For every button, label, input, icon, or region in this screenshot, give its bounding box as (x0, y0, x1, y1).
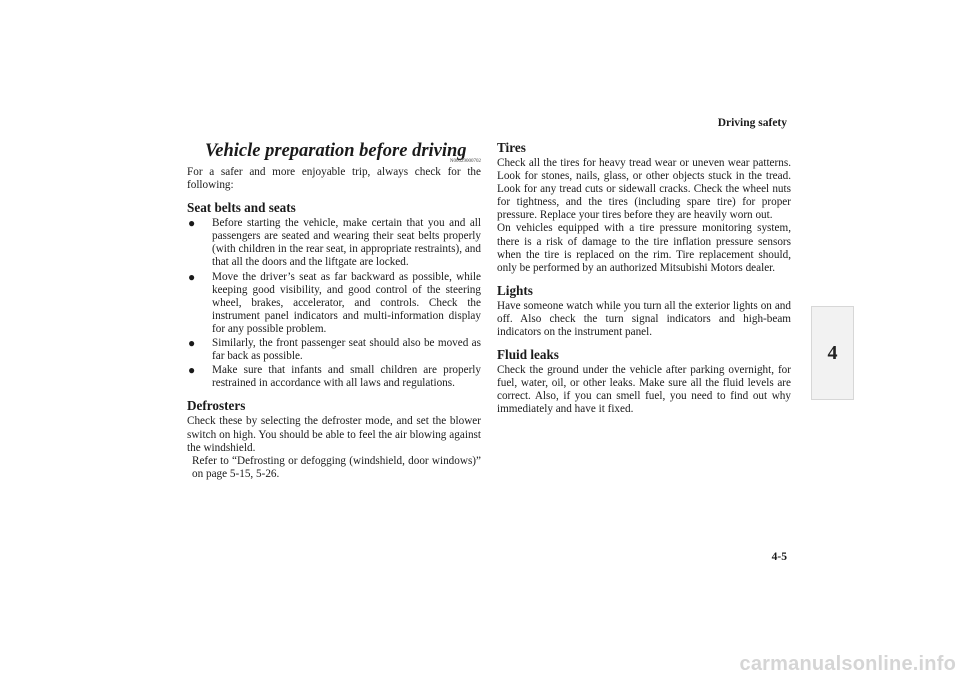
tires-paragraph: Check all the tires for heavy tread wear or uneven wear patterns. Look for stones, nails, glass, or other objects stuck in the tread. Look for any tread cuts or sidewall cracks. Check the wheel nuts for tightness, and the tires (including spare tire) for proper pressure. Replace your tires before they are heavily worn out. (497, 157, 791, 222)
list-item (187, 337, 481, 363)
left-column (187, 140, 481, 481)
bullet-icon: ● (188, 336, 196, 351)
fluid-leaks-heading: Fluid leaks (497, 347, 559, 363)
defrosters-reference: Refer to “Defrosting or defogging (windshield, door windows)” on page 5-15, 5-26. (192, 454, 481, 480)
list-item (187, 364, 481, 390)
defrosters-paragraph: Check these by selecting the defroster mode, and set the blower switch on high. You should be able to feel the air blowing against the windshield. (187, 415, 481, 454)
list-item-text: Before starting the vehicle, make certain that you and all passengers are seated and wearing their seat belts properly (with children in the rear seat, in appropriate restraints), and that all the doors and the liftgate are locked. (212, 217, 481, 269)
document-code: N00629000702 (449, 159, 481, 164)
list-item-text: Make sure that infants and small children are properly restrained in accordance with all laws and regulations. (212, 364, 481, 390)
tires-paragraph-2: On vehicles equipped with a tire pressure monitoring system, there is a risk of damage to the tire inflation pressure sensors when the tire is replaced on the rim. Tire replacement should, only be performed by an authorized Mitsubishi Motors dealer. (497, 222, 791, 274)
page-number: 4-5 (771, 551, 787, 563)
defrosters-heading: Defrosters (187, 398, 246, 414)
watermark-text: carmanualsonline.info (739, 653, 956, 675)
right-column (497, 140, 791, 417)
chapter-tab: 4 (811, 306, 854, 400)
bullet-icon: ● (188, 269, 196, 284)
page-title: Vehicle preparation before driving (205, 141, 467, 161)
bullet-icon: ● (188, 363, 196, 378)
list-item-text: Move the driver’s seat as far backward as possible, while keeping good visibility, and good control of the steering wheel, brakes, accelerator, and controls. Check the instrument panel indicators and multi-information display for any possible problem. (212, 270, 481, 335)
seat-belts-heading: Seat belts and seats (187, 200, 296, 216)
lights-paragraph: Have someone watch while you turn all the exterior lights on and off. Also check the turn signal indicators and high-beam indicators on the instrument panel. (497, 299, 791, 339)
intro-paragraph: For a safer and more enjoyable trip, always check for the following: (187, 166, 481, 192)
bullet-icon: ● (188, 216, 196, 231)
seat-belts-list (187, 217, 481, 390)
section-header: Driving safety (717, 117, 787, 129)
list-item-text: Similarly, the front passenger seat should also be moved as far back as possible. (212, 337, 481, 363)
list-item (187, 217, 481, 269)
list-item (187, 271, 481, 336)
lights-heading: Lights (497, 282, 533, 298)
fluid-leaks-paragraph: Check the ground under the vehicle after parking overnight, for fuel, water, oil, or other leaks. Make sure all the fluid levels are correct. Also, if you can smell fuel, you need to find out why immediately and have it fixed. (497, 364, 791, 416)
tires-heading: Tires (497, 140, 526, 155)
